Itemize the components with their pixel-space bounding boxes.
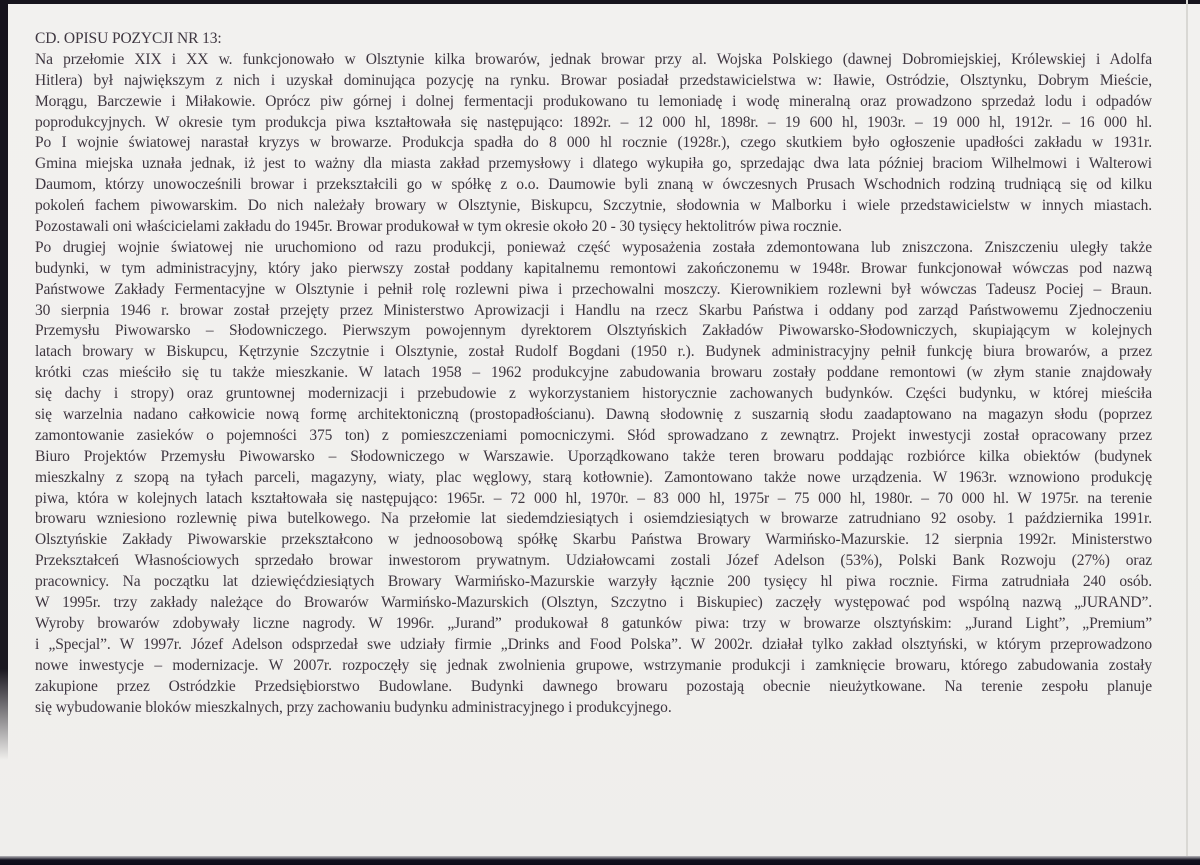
text-line: pokoleń fachem piwowarskim. Do nich należały browary w Olsztynie, Biskupcu, Szczytnie, słodownia w Malborku i wiele przedstawicielstw w innych miastach. <box>35 197 1152 215</box>
text-line: browaru wzniesiono rozlewnię piwa butelkowego. Na przełomie lat siedemdziesiątych i osiemdziesiątych w browarze zatrudniano 92 osoby. 1 października 1991r. <box>35 510 1152 528</box>
paragraph <box>35 238 1152 718</box>
text-line: Przekształceń Własnościowych sprzedało browar inwestorom prywatnym. Udziałowcami zostali Józef Adelson (53%), Polski Bank Rozwoju (27%) oraz <box>35 552 1152 570</box>
text-line: 30 sierpnia 1946 r. browar został przejęty przez Ministerstwo Aprowizacji i Handlu na rzecz Skarbu Państwa i oddany pod zarząd Państwowemu Zjednoczeniu <box>35 301 1152 319</box>
document-title: CD. OPISU POZYCJI NR 13: <box>35 30 222 47</box>
text-line: Hitlera) był największym z nich i uzyskał dominująca pozycję na rynku. Browar posiadał przedstawicielstwa w: Iławie, Ostródzie, Olsztynku, Dobrym Mieście, <box>35 71 1152 89</box>
text-line: Po I wojnie światowej narastał kryzys w browarze. Produkcja spadła do 8 000 hl rocznie (1928r.), czego skutkiem było ogłoszenie upadłości zakładu w 1931r. <box>35 134 1152 152</box>
text-line: Morągu, Barczewie i Miłakowie. Oprócz piw górnej i dolnej fermentacji produkowano tu lemoniadę i wodę mineralną oraz prowadzono sprzedaż lodu i odpadów <box>35 92 1152 110</box>
text-line: mieszkalny z szopą na tyłach parceli, magazyny, wiaty, plac węglowy, starą kotłownie). Zamontowano także nowe urządzenia. W 1963r. wznowiono produkcję <box>35 468 1152 486</box>
scan-edge-left <box>0 0 8 760</box>
text-line: Po drugiej wojnie światowej nie uruchomiono od razu produkcji, ponieważ część wyposażenia została zdemontowana lub zniszczona. Zniszczeniu uległy także <box>35 238 1152 256</box>
text-line: nowe inwestycje – modernizacje. W 2007r. rozpoczęły się jednak zwolnienia grupowe, wstrzymanie produkcji i zamknięcie browaru, którego zabudowania zostały <box>35 656 1152 674</box>
text-line: się wybudowanie bloków mieszkalnych, przy zachowaniu budynku administracyjnego i produkcyjnego. <box>35 698 672 716</box>
text-line: Pozostawali oni właścicielami zakładu do 1945r. Browar produkował w tym okresie około 20 - 30 tysięcy hektolitrów piwa rocznie. <box>35 218 842 236</box>
text-line: latach browary w Biskupcu, Kętrzynie Szczytnie i Olsztynie, został Rudolf Bogdani (1950 r.). Budynek administracyjny pełnił funkcję biura browarów, a przez <box>35 343 1152 361</box>
text-line: Państwowe Zakłady Fermentacyjne w Olsztynie i pełnił rolę rozlewni piwa i przechowalni moszczy. Kierownikiem rozlewni był wówczas Tadeusz Pociej – Braun. <box>35 280 1152 298</box>
text-line: zamontowanie zasieków o pojemności 375 ton) z pomieszczeniami pomocniczymi. Słód sprowadzano z zewnątrz. Projekt inwestycji został opracowany przez <box>35 426 1152 444</box>
text-line: Wyroby browarów zdobywały liczne nagrody. W 1996r. „Jurand” produkował 8 gatunków piwa: trzy w browarze olsztyńskim: „Jurand Light”, „Premium” <box>35 614 1152 632</box>
scan-edge-bottom <box>0 856 1200 865</box>
text-line: krótki czas mieściło się tu także mieszkanie. W latach 1958 – 1962 produkcyjne zabudowania browaru zostały poddane remontowi (w złym stanie znajdowały <box>35 364 1152 382</box>
text-line: budynki, w tym administracyjny, który jako pierwszy został poddany kapitalnemu remontowi zakończonemu w 1948r. Browar funkcjonował wówczas pod nazwą <box>35 259 1152 277</box>
text-line: się warzelnia nadano całkowicie nową formę architektoniczną (prostopadłościanu). Dawną słodownię z suszarnią słodu zaadaptowano na magazyn słodu (poprzez <box>35 406 1152 424</box>
scan-edge-top <box>0 0 1200 4</box>
text-line: pracownicy. Na początku lat dziewięćdziesiątych Browary Warmińsko-Mazurskie warzyły łącznie 200 tysięcy hl piwa rocznie. Firma zatrudniała 240 osób. <box>35 573 1152 591</box>
text-line: piwa, która w kolejnych latach kształtowała się następująco: 1965r. – 72 000 hl, 1970r. – 83 000 hl, 1975r – 75 000 hl, 1980r. – 70 000 hl. W 1975r. na terenie <box>35 489 1152 507</box>
text-line: Daumom, którzy unowocześnili browar i przekształcili go w spółkę z o.o. Daumowie byli znaną w ówczesnych Prusach Wschodnich rodziną trudniącą się od kilku <box>35 176 1152 194</box>
paper-edge-line <box>1186 0 1188 865</box>
text-line: poprodukcyjnych. W okresie tym produkcja piwa kształtowała się następująco: 1892r. – 12 000 hl, 1898r. – 19 600 hl, 1903r. – 19 000 hl, 1912r. – 16 000 hl. <box>35 113 1152 131</box>
text-line: Przemysłu Piwowarsko – Słodowniczego. Pierwszym powojennym dyrektorem Olsztyńskich Zakładów Piwowarsko-Słodowniczych, skupiającym w kolejnych <box>35 322 1152 340</box>
document-paragraphs <box>35 50 1152 719</box>
text-line: W 1995r. trzy zakłady należące do Browarów Warmińsko-Mazurskich (Olsztyn, Szczytno i Biskupiec) zaczęły występować pod wspólną nazwą „JURAND”. <box>35 594 1152 612</box>
text-line: Olsztyńskie Zakłady Piwowarskie przekształcono w jednoosobową spółkę Skarbu Państwa Browary Warmińsko-Mazurskie. 12 sierpnia 1992r. Ministerstwo <box>35 531 1152 549</box>
text-line: Biuro Projektów Przemysłu Piwowarsko – Słodowniczego w Warszawie. Uporządkowano także teren browaru poddając rozbiórce kilka obiektów (budynek <box>35 447 1152 465</box>
paragraph <box>35 50 1152 238</box>
text-line: i „Specjal”. W 1997r. Józef Adelson odsprzedał swe udziały firmie „Drinks and Food Polska”. W 2002r. działał tylko zakład olsztyński, w którym przeprowadzono <box>35 635 1152 653</box>
text-line: Gmina miejska uznała jednak, iż jest to ważny dla miasta zakład przemysłowy i dlatego wykupiła go, sprzedając dwa lata później braciom Wilhelmowi i Walterowi <box>35 155 1152 173</box>
text-line: Na przełomie XIX i XX w. funkcjonowało w Olsztynie kilka browarów, jednak browar przy al. Wojska Polskiego (dawnej Dobromiejskiej, Królewskiej i Adolfa <box>35 50 1152 68</box>
document-text <box>35 29 1152 718</box>
text-line: się dachy i stropy) oraz gruntownej modernizacji i przebudowie z wykorzystaniem historycznie zachowanych budynków. Części budynku, w której mieściła <box>35 385 1152 403</box>
text-line: zakupione przez Ostródzkie Przedsiębiorstwo Budowlane. Budynki dawnego browaru pozostają obecnie nieużytkowane. Na terenie zespołu planuje <box>35 677 1152 695</box>
